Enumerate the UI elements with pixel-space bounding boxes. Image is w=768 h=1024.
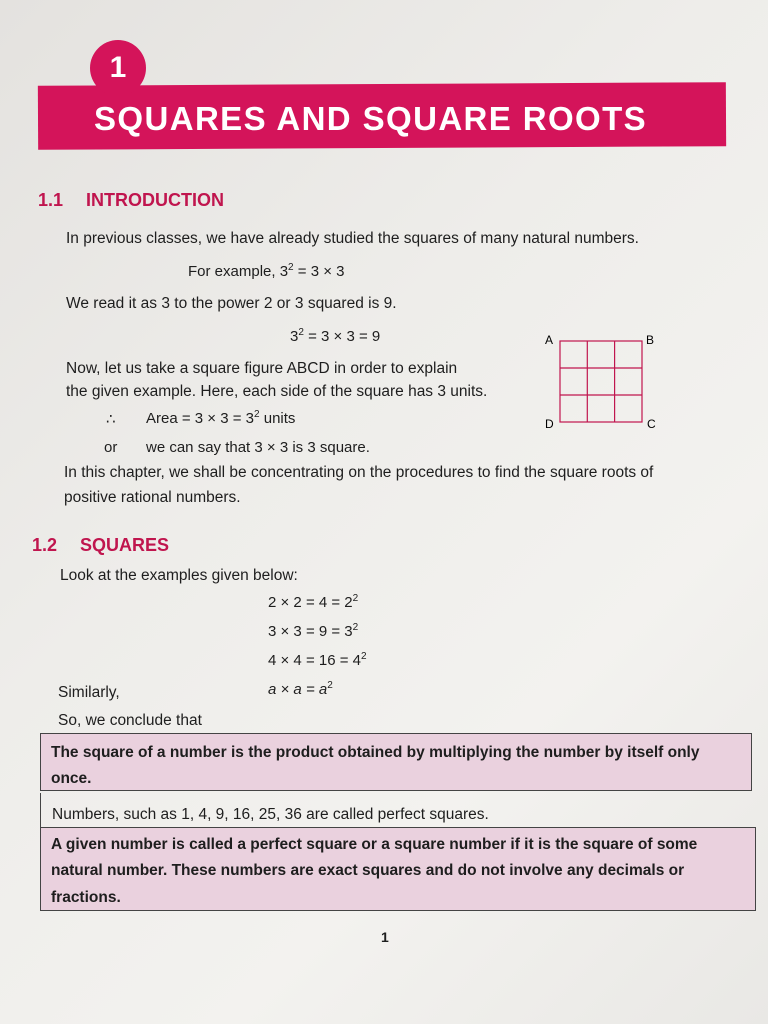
square-outline (560, 341, 642, 422)
example-exponent: 2 (352, 593, 359, 604)
chapter-focus-line1: In this chapter, we shall be concentrating on the procedures to find the square roots of (64, 464, 654, 481)
corner-label-c: C (647, 417, 656, 430)
example-prefix: For example, 3 (188, 263, 289, 280)
example-expression: 2 × 2 = 4 = 2 (268, 594, 353, 611)
corner-label-b: B (646, 333, 655, 347)
definition-box-perfect-square: A given number is called a perfect square or a square number if it is the square of some natural number. These numbers are exact squares and do not involve any decimals or fractions. (40, 827, 756, 911)
eq-base: 3 (290, 328, 299, 345)
general-lhs: a × a = (268, 681, 319, 698)
perfect-squares-divider (40, 793, 41, 827)
corner-label-a: A (545, 333, 554, 347)
figure-paragraph-line2: the given example. Here, each side of the square has 3 units. (66, 383, 488, 400)
general-base: a (318, 681, 328, 698)
examples-intro: Look at the examples given below: (60, 567, 298, 584)
read-paragraph: We read it as 3 to the power 2 or 3 squared is 9. (66, 295, 397, 312)
square-equation (290, 328, 380, 345)
example-row (268, 652, 367, 669)
example-row (268, 594, 358, 611)
example-expression: 4 × 4 = 16 = 4 (268, 652, 361, 669)
general-exponent: 2 (327, 680, 333, 691)
similarly-label: Similarly, (58, 684, 120, 701)
area-exponent: 2 (254, 409, 260, 420)
example-exponent: 2 (352, 622, 359, 633)
example-rest: = 3 × 3 (293, 263, 345, 280)
page-number: 1 (381, 929, 389, 945)
conclude-text: So, we conclude that (58, 712, 202, 729)
definition-box-square: The square of a number is the product obtained by multiplying the number by itself only once. (40, 733, 752, 791)
therefore-symbol: ∴ (106, 411, 116, 428)
example-exponent: 2 (288, 262, 294, 273)
example-row (268, 623, 358, 640)
section-number: 1.2 (32, 535, 58, 555)
section-title: SQUARES (80, 535, 170, 555)
example-equation (188, 263, 344, 280)
square-abcd-figure (540, 330, 665, 430)
area-suffix: units (259, 410, 296, 427)
figure-paragraph-line1: Now, let us take a square figure ABCD in order to explain (66, 360, 458, 377)
area-equation (146, 410, 295, 427)
chapter-number: 1 (109, 51, 127, 84)
or-word: or (104, 439, 118, 456)
eq-rest: = 3 × 3 = 9 (303, 328, 381, 345)
section-title: INTRODUCTION (86, 190, 224, 210)
general-equation (268, 681, 333, 698)
intro-paragraph: In previous classes, we have already studied the squares of many natural numbers. (66, 230, 639, 247)
area-prefix: Area = 3 × 3 = 3 (146, 410, 254, 427)
section-heading-introduction (38, 190, 224, 211)
chapter-title: SQUARES AND SQUARE ROOTS (94, 100, 648, 137)
eq-exponent: 2 (298, 327, 304, 338)
example-expression: 3 × 3 = 9 = 3 (268, 623, 353, 640)
corner-label-d: D (545, 417, 554, 430)
section-number: 1.1 (38, 190, 64, 210)
chapter-focus-line2: positive rational numbers. (64, 489, 241, 506)
example-exponent: 2 (361, 651, 367, 662)
chapter-number-badge (90, 40, 146, 96)
perfect-squares-text: Numbers, such as 1, 4, 9, 16, 25, 36 are called perfect squares. (52, 806, 489, 823)
or-statement: we can say that 3 × 3 is 3 square. (146, 439, 370, 456)
section-heading-squares (32, 535, 169, 556)
